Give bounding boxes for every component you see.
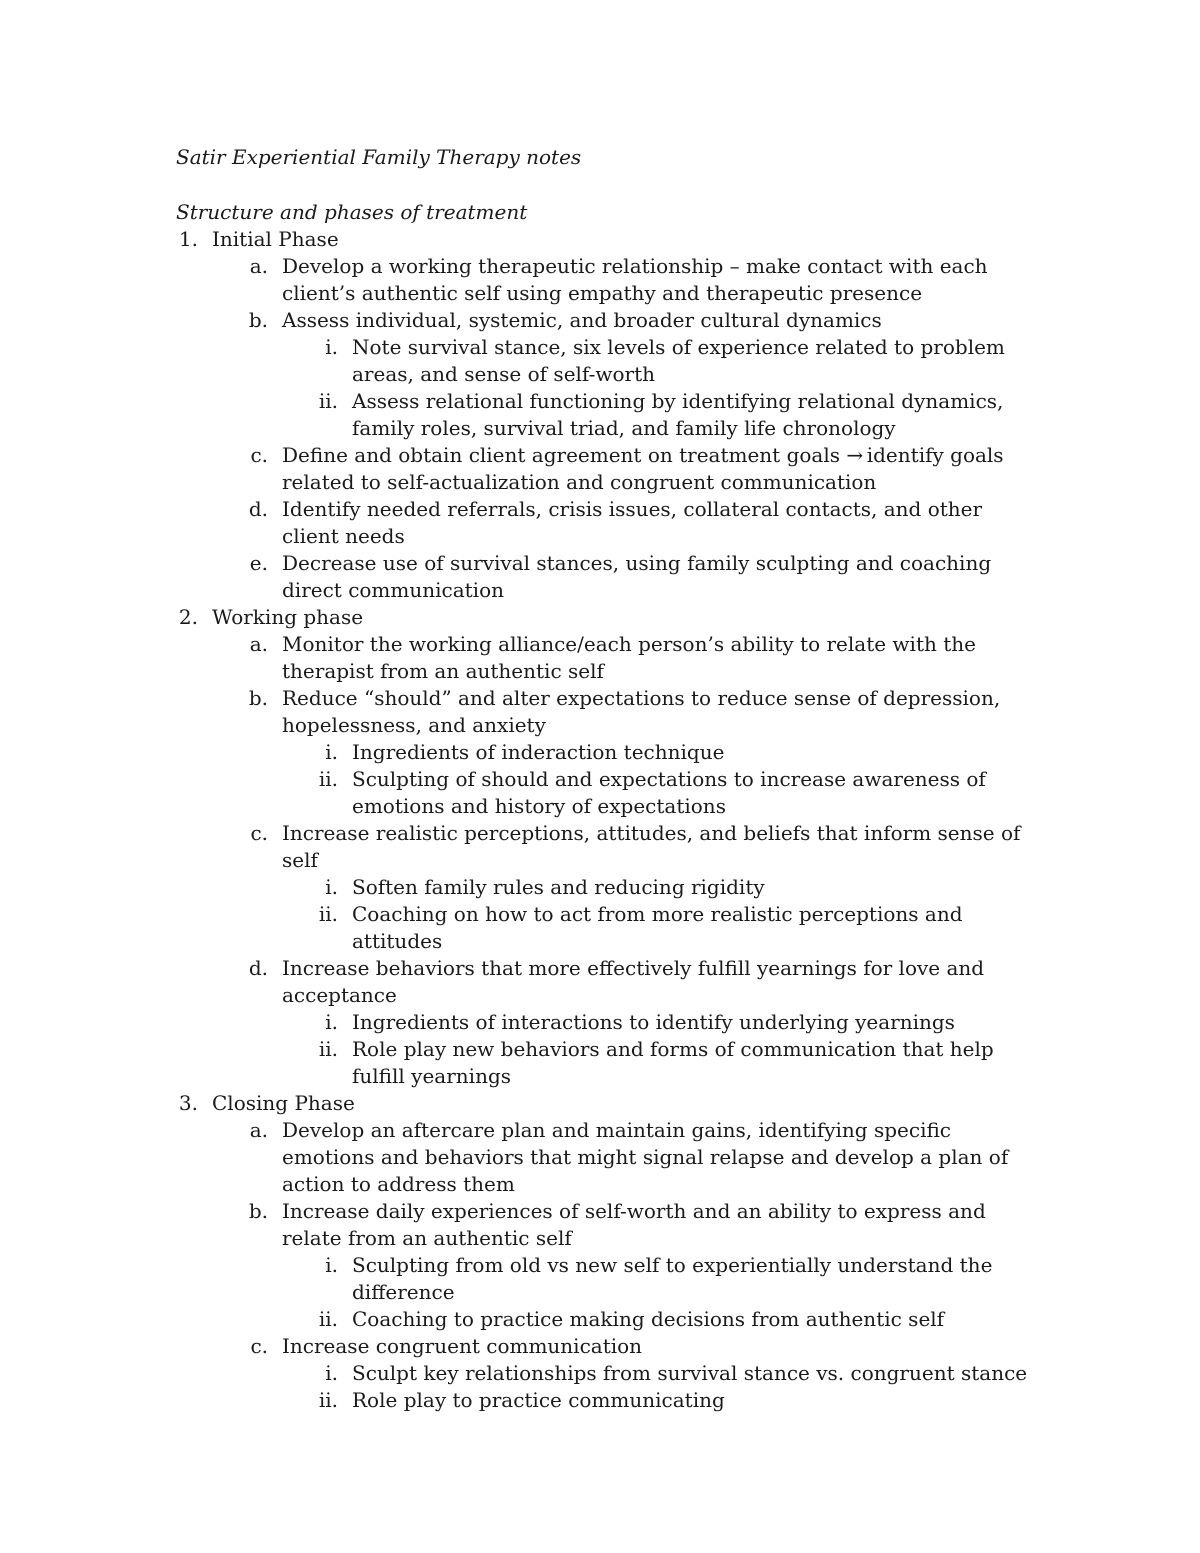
list-item-text: Ingredients of inderaction technique xyxy=(352,740,725,764)
list-item-text: Increase realistic perceptions, attitudes, and beliefs that inform sense of self xyxy=(282,821,1021,872)
list-marker: a. xyxy=(249,254,268,278)
list-item-text: Reduce “should” and alter expectations to reduce sense of depression, hopelessness, and anxiety xyxy=(282,686,1001,737)
list-marker: i. xyxy=(325,1010,338,1034)
list-item-text: Develop an aftercare plan and maintain gains, identifying specific emotions and behaviors that might signal relapse and develop a plan of action to address them xyxy=(282,1118,1009,1196)
document-body xyxy=(176,144,1036,1414)
list-marker: 2. xyxy=(178,605,198,629)
list-marker: a. xyxy=(249,1118,268,1142)
list-item xyxy=(176,1198,1036,1252)
list-marker: c. xyxy=(250,821,268,845)
list-marker: a. xyxy=(249,632,268,656)
list-marker: i. xyxy=(325,875,338,899)
sub-list-item xyxy=(176,739,1036,766)
list-item xyxy=(176,550,1036,604)
list-item-text: Soften family rules and reducing rigidity xyxy=(352,875,765,899)
list-item xyxy=(176,955,1036,1009)
list-item-text: Assess relational functioning by identifying relational dynamics, family roles, survival triad, and family life chronology xyxy=(352,389,1004,440)
phase-label: Closing Phase xyxy=(212,1091,355,1115)
list-item xyxy=(176,631,1036,685)
list-marker: c. xyxy=(250,1334,268,1358)
list-item-text: Ingredients of interactions to identify underlying yearnings xyxy=(352,1010,955,1034)
list-item-text: Coaching on how to act from more realistic perceptions and attitudes xyxy=(352,902,963,953)
sub-list-item xyxy=(176,388,1036,442)
list-item-text: Sculpting of should and expectations to increase awareness of emotions and history of expectations xyxy=(352,767,986,818)
list-marker: e. xyxy=(249,551,268,575)
list-item xyxy=(176,820,1036,874)
phase-item xyxy=(176,1090,1036,1117)
list-item-text: identify goals related to self-actualization and congruent communication xyxy=(282,443,1004,494)
list-item-text: Note survival stance, six levels of experience related to problem areas, and sense of self-worth xyxy=(352,335,1005,386)
sub-list-item xyxy=(176,766,1036,820)
list-marker: i. xyxy=(325,740,338,764)
list-marker: ii. xyxy=(318,389,338,413)
right-arrow-icon: → xyxy=(846,443,864,467)
list-item-text: Develop a working therapeutic relationship – make contact with each client’s authentic self using empathy and therapeutic presence xyxy=(282,254,988,305)
list-marker: d. xyxy=(248,956,268,980)
list-item-text: Increase behaviors that more effectively fulfill yearnings for love and acceptance xyxy=(282,956,985,1007)
sub-list-item xyxy=(176,1360,1036,1387)
list-item-text: Increase congruent communication xyxy=(282,1334,643,1358)
list-marker: c. xyxy=(250,443,268,467)
phase-label: Working phase xyxy=(212,605,364,629)
list-marker: b. xyxy=(248,308,268,332)
list-item-text: Role play new behaviors and forms of communication that help fulfill yearnings xyxy=(352,1037,994,1088)
sub-list-item xyxy=(176,1387,1036,1414)
sub-list-item xyxy=(176,874,1036,901)
phase-item xyxy=(176,226,1036,253)
list-marker: b. xyxy=(248,686,268,710)
list-item-text: Assess individual, systemic, and broader cultural dynamics xyxy=(282,308,882,332)
list-item-text: Increase daily experiences of self-worth and an ability to express and relate from an authentic self xyxy=(282,1199,986,1250)
list-marker: i. xyxy=(325,1361,338,1385)
list-marker: ii. xyxy=(318,767,338,791)
list-marker: d. xyxy=(248,497,268,521)
list-marker: i. xyxy=(325,335,338,359)
list-marker: ii. xyxy=(318,1037,338,1061)
list-marker: ii. xyxy=(318,1307,338,1331)
list-item-text: Sculpt key relationships from survival stance vs. congruent stance xyxy=(352,1361,1028,1385)
list-marker: i. xyxy=(325,1253,338,1277)
list-marker: 3. xyxy=(178,1091,198,1115)
phase-item xyxy=(176,604,1036,631)
list-item xyxy=(176,685,1036,739)
section-heading: Structure and phases of treatment xyxy=(176,200,528,224)
list-marker: b. xyxy=(248,1199,268,1223)
list-marker: ii. xyxy=(318,902,338,926)
sub-list-item xyxy=(176,1009,1036,1036)
sub-list-item xyxy=(176,1252,1036,1306)
list-item-text: Sculpting from old vs new self to experientially understand the difference xyxy=(352,1253,993,1304)
list-item-text: Define and obtain client agreement on treatment goals xyxy=(282,443,841,467)
list-item xyxy=(176,1117,1036,1198)
sub-list-item xyxy=(176,334,1036,388)
list-item-text: Coaching to practice making decisions from authentic self xyxy=(352,1307,945,1331)
list-item-text: Monitor the working alliance/each person’s ability to relate with the therapist from an authentic self xyxy=(282,632,976,683)
phase-label: Initial Phase xyxy=(212,227,339,251)
list-item-text: Role play to practice communicating xyxy=(352,1388,725,1412)
list-item xyxy=(176,1333,1036,1360)
list-marker: ii. xyxy=(318,1388,338,1412)
list-item xyxy=(176,496,1036,550)
sub-list-item xyxy=(176,901,1036,955)
list-item xyxy=(176,307,1036,334)
sub-list-item xyxy=(176,1306,1036,1333)
list-item xyxy=(176,442,1036,496)
list-marker: 1. xyxy=(178,227,198,251)
document-title: Satir Experiential Family Therapy notes xyxy=(176,145,582,169)
sub-list-item xyxy=(176,1036,1036,1090)
list-item-text: Identify needed referrals, crisis issues, collateral contacts, and other client needs xyxy=(282,497,983,548)
list-item-text: Decrease use of survival stances, using family sculpting and coaching direct communication xyxy=(282,551,992,602)
list-item xyxy=(176,253,1036,307)
